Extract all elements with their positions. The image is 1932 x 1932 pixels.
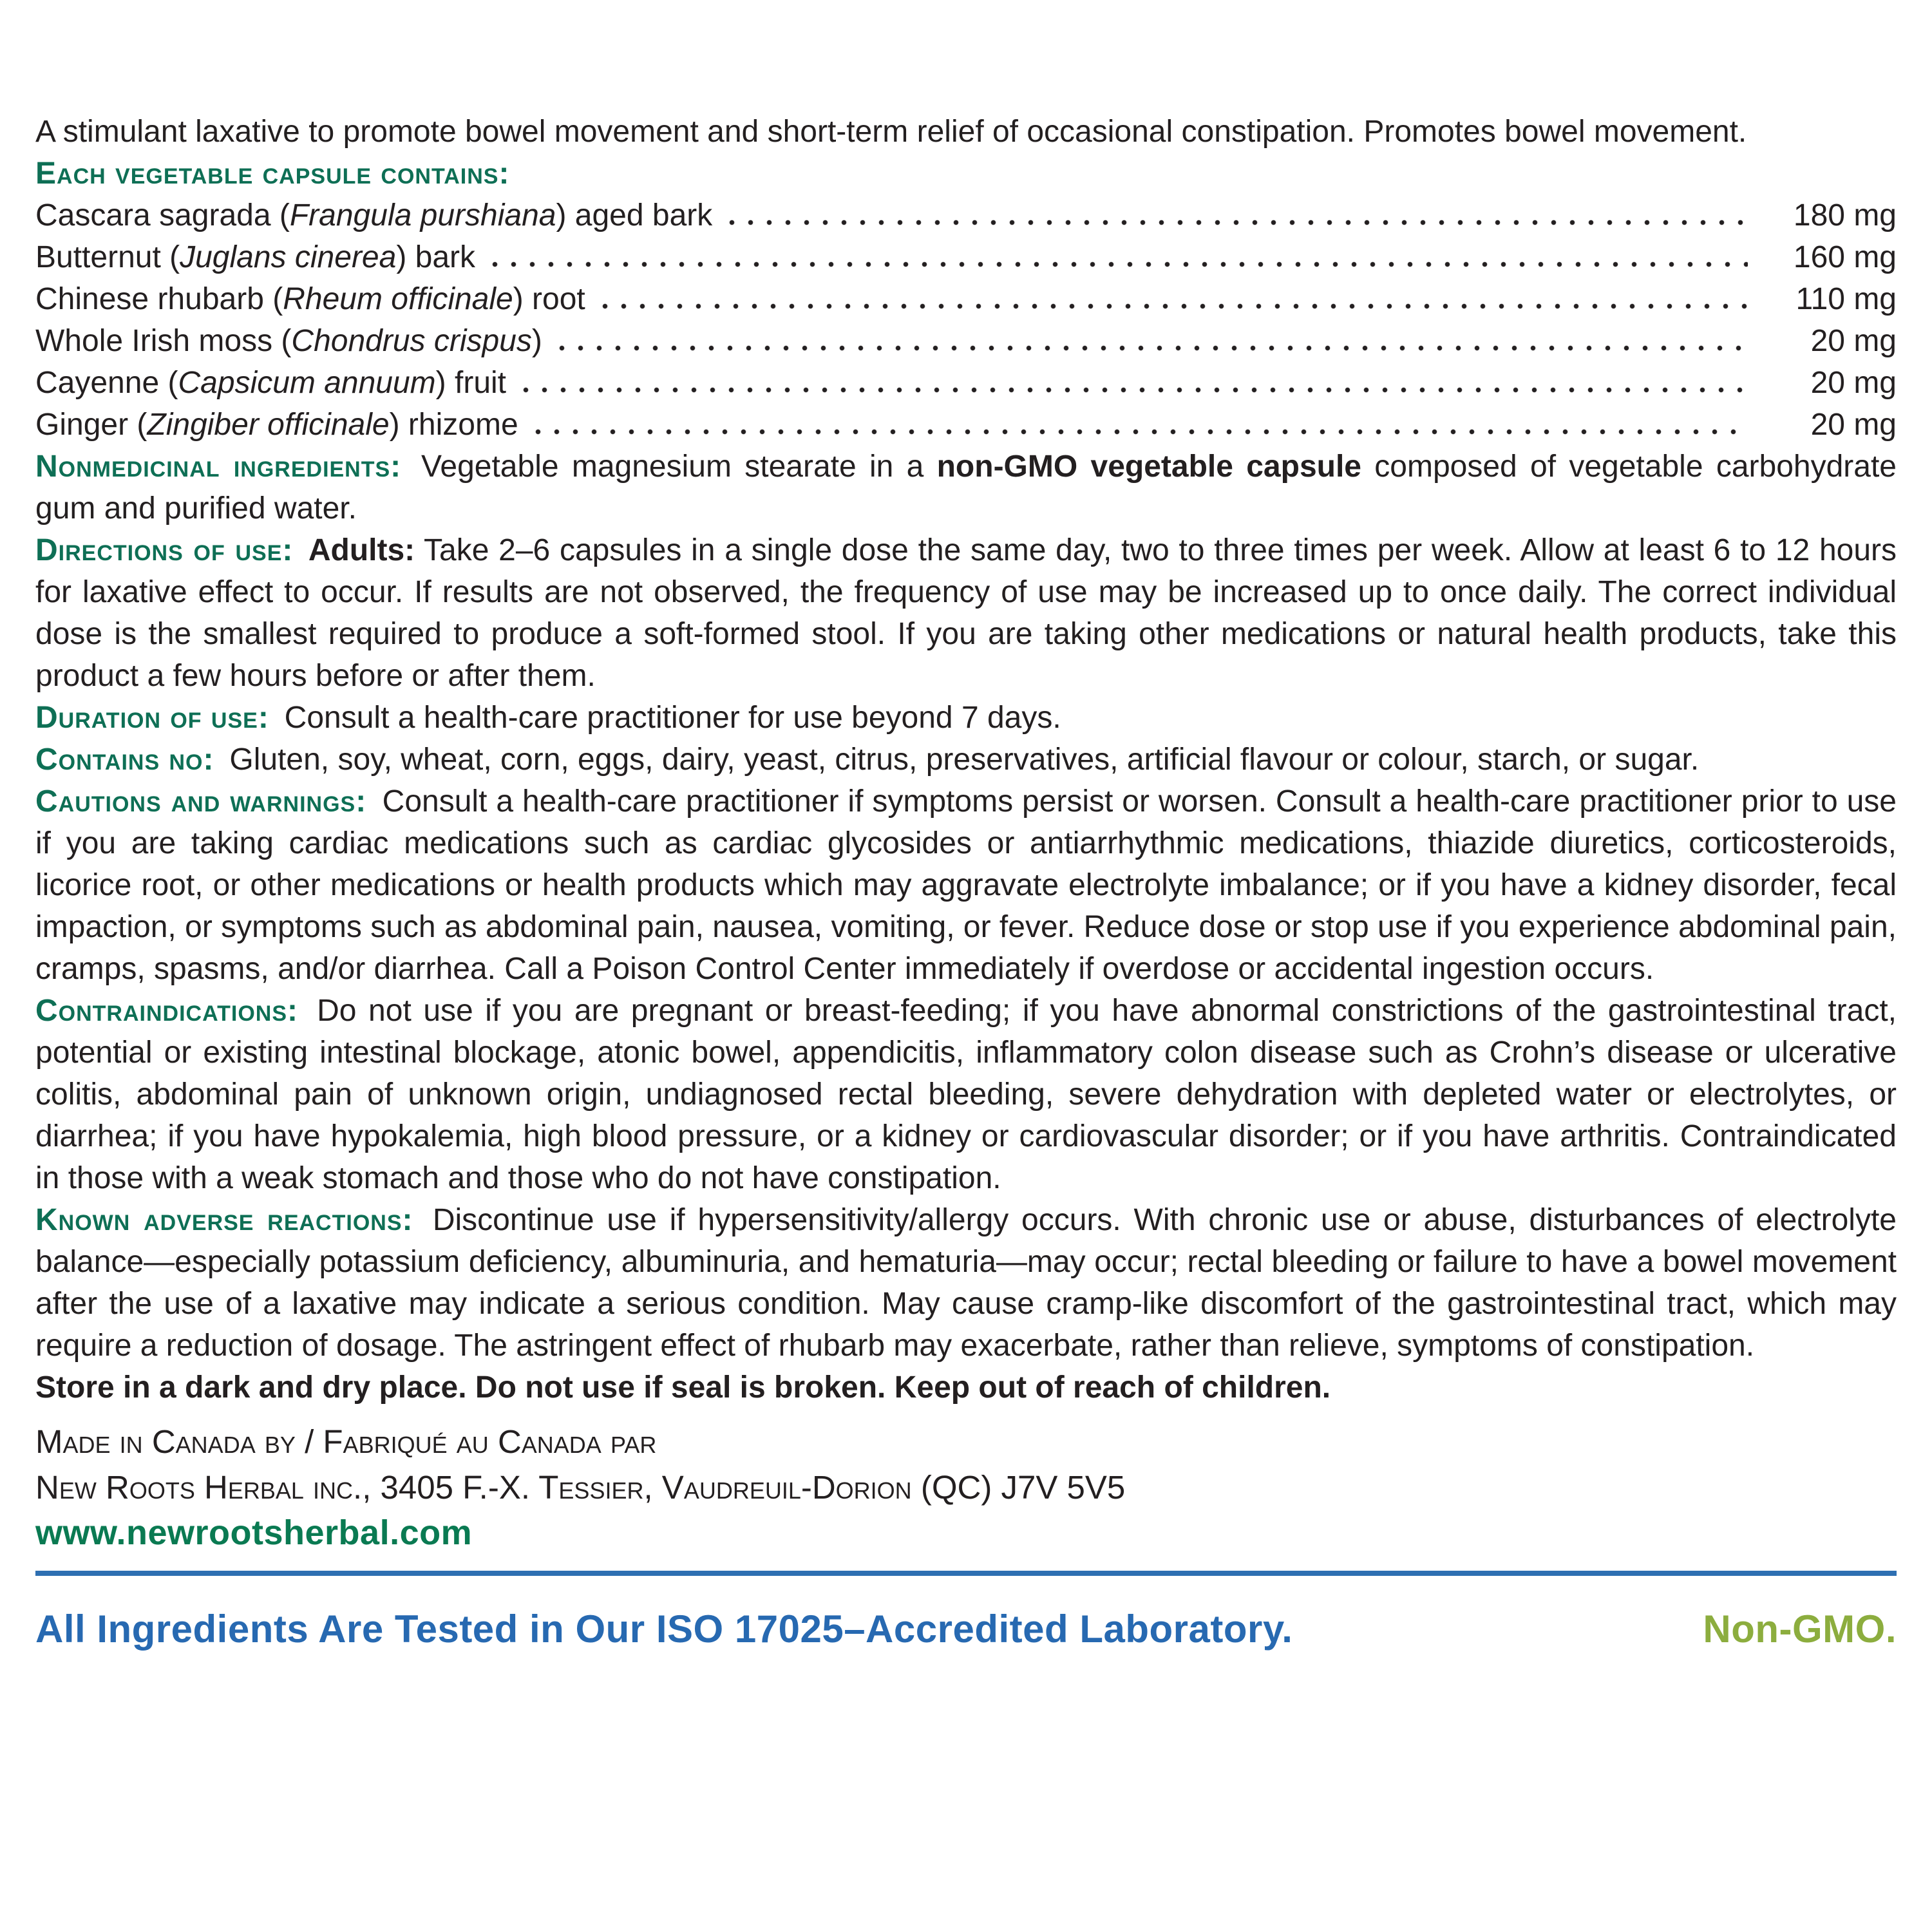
ingredient-name: Whole Irish moss (Chondrus crispus) [35, 324, 542, 358]
ingredient-row [35, 362, 1897, 404]
nonmedicinal-bold-text: non-GMO vegetable capsule [936, 450, 1361, 484]
cautions-label: Cautions and warnings: [35, 784, 367, 819]
ingredient-latin-name: Frangula purshiana [289, 198, 556, 232]
intro-text: A stimulant laxative to promote bowel movement and short-term relief of occasional constipation. Promotes bowel movement. [35, 115, 1747, 149]
contains-no-text: Gluten, soy, wheat, corn, eggs, dairy, yeast, citrus, preservatives, artificial flavour or colour, starch, or sugar. [221, 743, 1700, 777]
contraindications-text: Do not use if you are pregnant or breast-feeding; if you have abnormal constrictions of the gastrointestinal tract, potential or existing intestinal blockage, atonic bowel, appendicitis, inflammatory colon disease such as Crohn’s disease or ulcerative colitis, abdominal pain of unknown origin, undiagnosed rectal bleeding, severe dehydration with depleted water or electrolytes, or diarrhea; if you have hypokalemia, high blood pressure, or a kidney or cardiovascular disorder; or if you have arthritis. Contraindicated in those with a weak stomach and those who do not have constipation. [35, 994, 1897, 1195]
ingredient-name: Cayenne (Capsicum annuum) fruit [35, 366, 507, 400]
iso-tested-text: All Ingredients Are Tested in Our ISO 17025–Accredited Laboratory. [35, 1607, 1293, 1651]
section-duration [35, 697, 1897, 739]
divider-rule [35, 1571, 1897, 1576]
ingredient-amount: 160 mg [1793, 240, 1897, 274]
section-cautions [35, 781, 1897, 990]
footer-bar [35, 1608, 1897, 1651]
dot-leader [529, 429, 1748, 435]
duration-label: Duration of use: [35, 701, 269, 735]
manufacturer-block [35, 1419, 1897, 1555]
nonmedicinal-text: Vegetable magnesium stearate in a [408, 450, 937, 484]
adverse-reactions-text: Discontinue use if hypersensitivity/allergy occurs. With chronic use or abuse, disturbances of electrolyte balance—especially potassium deficiency, albuminuria, and hematuria—may occur; rectal bleeding or failure to have a bowel movement after the use of a laxative may indicate a serious condition. May cause cramp-like discomfort of the gastrointestinal tract, which may require a reduction of dosage. The astringent effect of rhubarb may exacerbate, rather than relieve, symptoms of constipation. [35, 1203, 1897, 1363]
ingredient-row [35, 236, 1897, 278]
directions-text: Take 2–6 capsules in a single dose the same day, two to three times per week. Allow at least 6 to 12 hours for laxative effect to occur. If results are not observed, the frequency of use may be increased up to once daily. The correct individual dose is the smallest required to produce a soft-formed stool. If you are taking other medications or natural health products, take this product a few hours before or after them. [35, 533, 1897, 693]
duration-text: Consult a health-care practitioner for use beyond 7 days. [276, 701, 1061, 735]
ingredient-amount: 20 mg [1810, 366, 1897, 400]
directions-label: Directions of use: [35, 533, 294, 567]
ingredient-latin-name: Juglans cinerea [180, 240, 397, 274]
section-nonmedicinal [35, 446, 1897, 529]
ingredient-amount: 180 mg [1793, 198, 1897, 232]
contraindications-label: Contraindications: [35, 994, 299, 1028]
cautions-text: Consult a health-care practitioner if symptoms persist or worsen. Consult a health-care practitioner prior to use if you are taking cardiac medications such as cardiac glycosides or antiarrhythmic medications, thiazide diuretics, corticosteroids, licorice root, or other medications or health products which may aggravate electrolyte imbalance; or if you have a kidney disorder, fecal impaction, or symptoms such as abdominal pain, nausea, vomiting, or fever. Reduce dose or stop use if you experience abdominal pain, cramps, spasms, and/or diarrhea. Call a Poison Control Center immediately if overdose or accidental ingestion occurs. [35, 784, 1897, 986]
dot-leader [516, 387, 1748, 393]
ingredient-latin-name: Capsicum annuum [178, 366, 436, 400]
contains-heading [35, 153, 1897, 194]
storage-warning: Store in a dark and dry place. Do not use if seal is broken. Keep out of reach of children. [35, 1370, 1331, 1405]
ingredient-row [35, 278, 1897, 320]
ingredient-amount: 110 mg [1795, 282, 1897, 316]
section-contains-no [35, 739, 1897, 781]
ingredient-name: Cascara sagrada (Frangula purshiana) aged bark [35, 198, 713, 232]
dot-leader [486, 261, 1748, 267]
section-directions [35, 529, 1897, 697]
section-contraindications [35, 990, 1897, 1199]
ingredient-amount: 20 mg [1810, 324, 1897, 358]
non-gmo-text: Non-GMO. [1703, 1607, 1897, 1651]
ingredient-row [35, 320, 1897, 362]
ingredient-latin-name: Chondrus crispus [291, 324, 532, 358]
dot-leader [553, 345, 1748, 351]
contains-no-label: Contains no: [35, 743, 214, 777]
website-url: www.newrootsherbal.com [35, 1513, 473, 1552]
contains-heading-text: Each vegetable capsule contains: [35, 156, 510, 191]
adverse-reactions-label: Known adverse reactions: [35, 1203, 413, 1237]
section-adverse-reactions [35, 1199, 1897, 1367]
dot-leader [596, 303, 1748, 309]
directions-adults-label: Adults: [299, 533, 415, 567]
ingredient-latin-name: Rheum officinale [283, 282, 513, 316]
address-line: New Roots Herbal inc., 3405 F.-X. Tessier, Vaudreuil-Dorion (QC) J7V 5V5 [35, 1469, 1126, 1506]
ingredient-amount: 20 mg [1810, 408, 1897, 442]
nonmedicinal-text-after: composed of vegetable carbohydrate gum and purified water. [35, 450, 1897, 526]
ingredient-name: Butternut (Juglans cinerea) bark [35, 240, 476, 274]
ingredient-name: Chinese rhubarb (Rheum officinale) root [35, 282, 585, 316]
dot-leader [723, 220, 1748, 225]
ingredient-list [35, 194, 1897, 446]
made-in-line: Made in Canada by / Fabriqué au Canada par [35, 1423, 657, 1460]
ingredient-latin-name: Zingiber officinale [147, 408, 390, 442]
ingredient-name: Ginger (Zingiber officinale) rhizome [35, 408, 518, 442]
ingredient-row [35, 404, 1897, 446]
ingredient-row [35, 194, 1897, 236]
nonmedicinal-label: Nonmedicinal ingredients: [35, 450, 402, 484]
